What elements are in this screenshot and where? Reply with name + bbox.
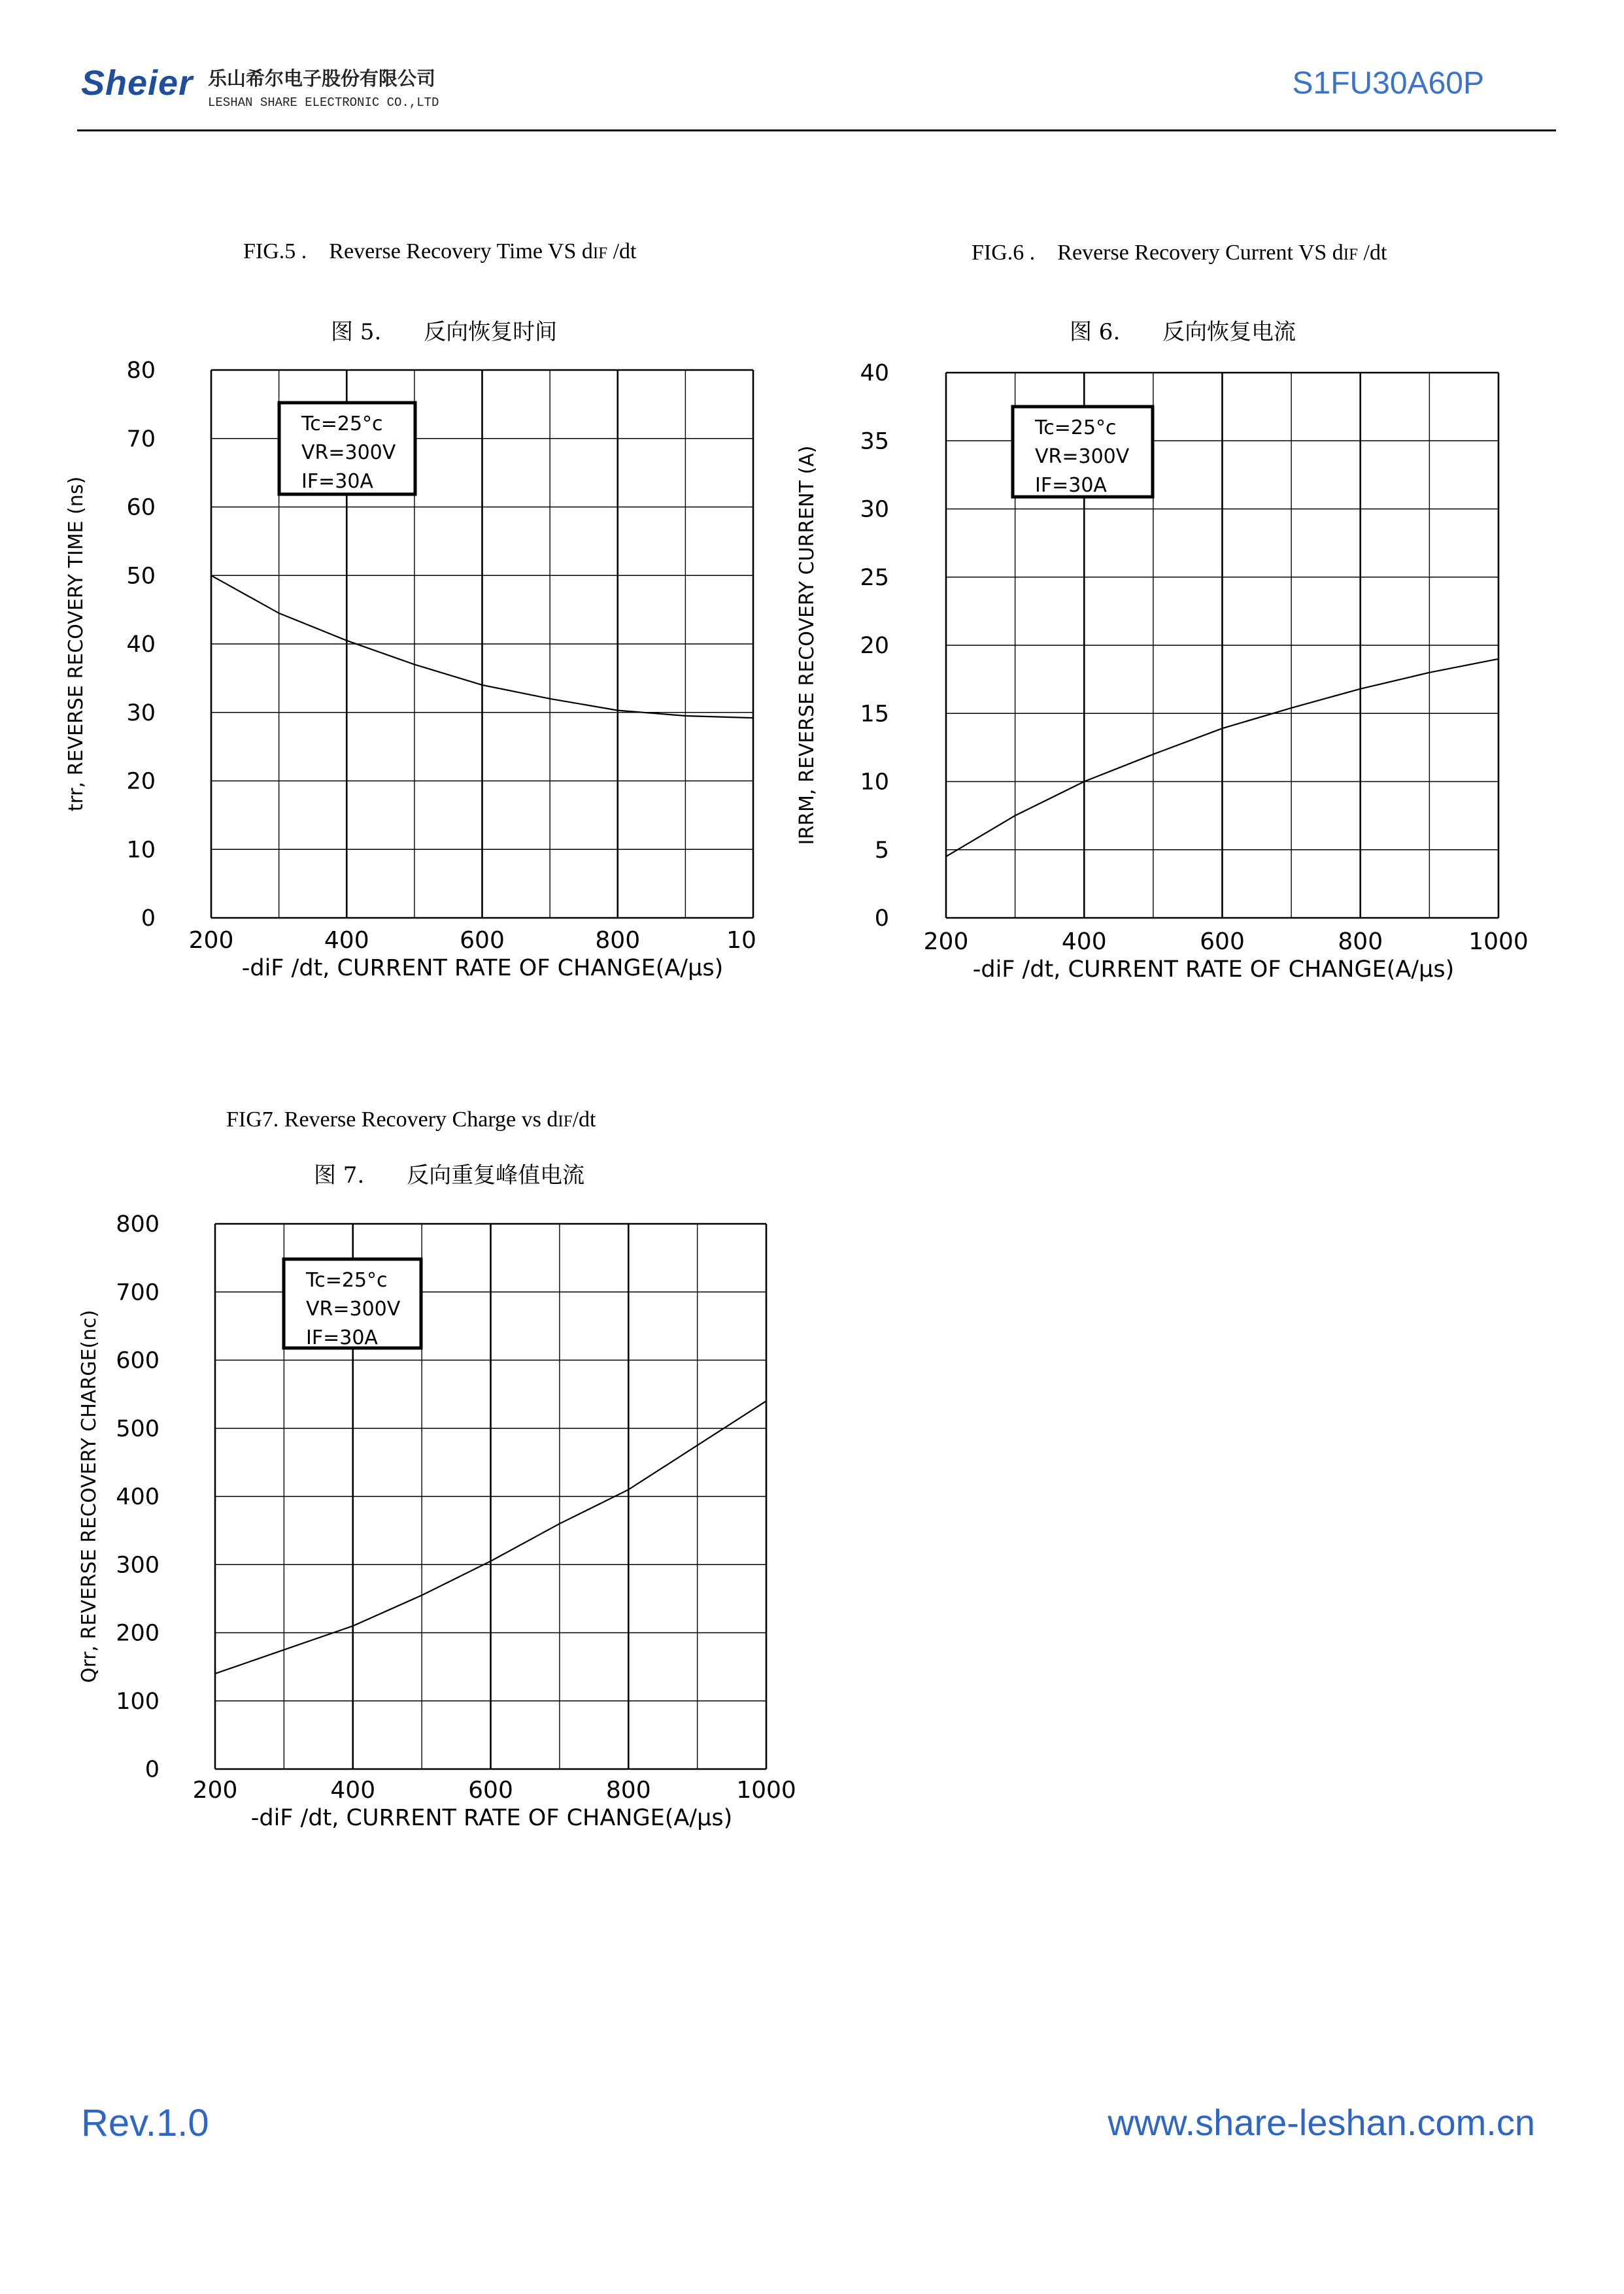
- y-tick-label: 400: [116, 1484, 160, 1510]
- fig6-caption-cn: 图 6. 反向恢复电流: [1070, 319, 1296, 345]
- y-tick-label: 100: [116, 1688, 160, 1715]
- x-tick-label: 200: [192, 1777, 238, 1804]
- x-tick-label: 800: [605, 1777, 651, 1804]
- y-axis-label: IRRM, REVERSE RECOVERY CURRENT (A): [796, 445, 819, 845]
- x-axis-label: -diF /dt, CURRENT RATE OF CHANGE(A/μs): [250, 1805, 733, 1831]
- chart-7-group: [78, 1211, 796, 1831]
- fig5-caption-sub: IF: [592, 245, 608, 262]
- condition-label: VR=300V: [306, 1298, 401, 1321]
- x-axis-label: -diF /dt, CURRENT RATE OF CHANGE(A/μs): [241, 955, 724, 981]
- y-tick-label: 20: [126, 768, 156, 795]
- y-tick-label: 40: [126, 632, 156, 658]
- y-tick-label: 200: [116, 1620, 160, 1647]
- website-link[interactable]: www.share-leshan.com.cn: [1108, 2102, 1535, 2143]
- condition-label: IF=30A: [1035, 474, 1107, 497]
- y-tick-label: 30: [126, 700, 156, 726]
- y-tick-label: 5: [874, 837, 889, 864]
- y-tick-label: 15: [860, 701, 889, 728]
- y-tick-label: 25: [860, 564, 889, 591]
- condition-label: IF=30A: [306, 1326, 378, 1349]
- condition-label: Tc=25°c: [301, 413, 383, 435]
- condition-label: IF=30A: [301, 470, 373, 493]
- y-tick-label: 50: [126, 563, 156, 590]
- x-tick-label: 400: [330, 1777, 376, 1804]
- y-tick-label: 0: [144, 1757, 160, 1783]
- fig6-caption-title: Reverse Recovery Current VS d: [1057, 241, 1344, 265]
- fig6-caption-sub: IF: [1343, 246, 1359, 263]
- y-tick-label: 300: [116, 1552, 160, 1579]
- y-tick-label: 600: [116, 1347, 160, 1374]
- condition-label: Tc=25°c: [1035, 416, 1117, 439]
- chart-5-group: [65, 358, 756, 981]
- y-tick-label: 0: [874, 905, 889, 932]
- y-tick-label: 30: [860, 496, 889, 523]
- y-axis-label: Qrr, REVERSE RECOVERY CHARGE(nc): [78, 1309, 101, 1683]
- y-tick-label: 20: [860, 633, 889, 659]
- x-tick-label: 800: [1338, 928, 1383, 955]
- fig7-caption-cn: 图 7. 反向重复峰值电流: [314, 1162, 585, 1189]
- x-tick-label: 1000: [1468, 928, 1529, 955]
- x-tick-label: 800: [595, 927, 641, 954]
- y-tick-label: 500: [116, 1415, 160, 1442]
- fig5-caption-title: Reverse Recovery Time VS d: [329, 239, 593, 263]
- y-tick-label: 70: [126, 426, 156, 452]
- fig7-caption-tail: /dt: [572, 1107, 596, 1132]
- fig7-caption-title: FIG7. Reverse Recovery Charge vs d: [226, 1107, 558, 1132]
- condition-label: VR=300V: [301, 441, 396, 464]
- y-tick-label: 35: [860, 428, 889, 455]
- y-tick-label: 800: [116, 1211, 160, 1238]
- x-tick-label: 600: [468, 1777, 513, 1804]
- y-axis-label: trr, REVERSE RECOVERY TIME (ns): [65, 476, 88, 812]
- revision-label: Rev.1.0: [81, 2102, 209, 2144]
- y-tick-label: 80: [126, 358, 156, 384]
- fig5-caption-prefix: FIG.5 .: [243, 239, 307, 263]
- y-tick-label: 10: [860, 769, 889, 796]
- company-name-cn: 乐山希尔电子股份有限公司: [208, 67, 436, 90]
- x-tick-label: 600: [1200, 928, 1245, 955]
- fig5-caption-cn: 图 5. 反向恢复时间: [331, 319, 558, 345]
- company-logo: Sheier: [81, 63, 194, 103]
- y-tick-label: 40: [860, 360, 889, 386]
- y-tick-label: 10: [126, 837, 156, 864]
- y-tick-label: 60: [126, 494, 156, 521]
- fig6-caption-tail: /dt: [1358, 241, 1387, 265]
- x-tick-label: 600: [460, 927, 505, 954]
- fig6-caption-prefix: FIG.6 .: [972, 241, 1036, 265]
- x-axis-label: -diF /dt, CURRENT RATE OF CHANGE(A/μs): [972, 956, 1455, 983]
- part-number: S1FU30A60P: [1292, 66, 1484, 101]
- y-tick-label: 0: [141, 905, 156, 932]
- x-tick-label: 400: [324, 927, 369, 954]
- x-tick-label: 10: [726, 927, 756, 954]
- x-tick-label: 200: [923, 928, 969, 955]
- condition-label: Tc=25°c: [306, 1269, 388, 1292]
- x-tick-label: 200: [188, 927, 234, 954]
- x-tick-label: 1000: [736, 1777, 796, 1804]
- x-tick-label: 400: [1061, 928, 1107, 955]
- fig7-caption-sub: IF: [558, 1113, 573, 1130]
- condition-label: VR=300V: [1035, 445, 1130, 468]
- y-tick-label: 700: [116, 1279, 160, 1306]
- company-name-en: LESHAN SHARE ELECTRONIC CO.,LTD: [208, 95, 439, 110]
- chart-6-group: [796, 360, 1529, 983]
- fig5-caption-tail: /dt: [607, 239, 637, 263]
